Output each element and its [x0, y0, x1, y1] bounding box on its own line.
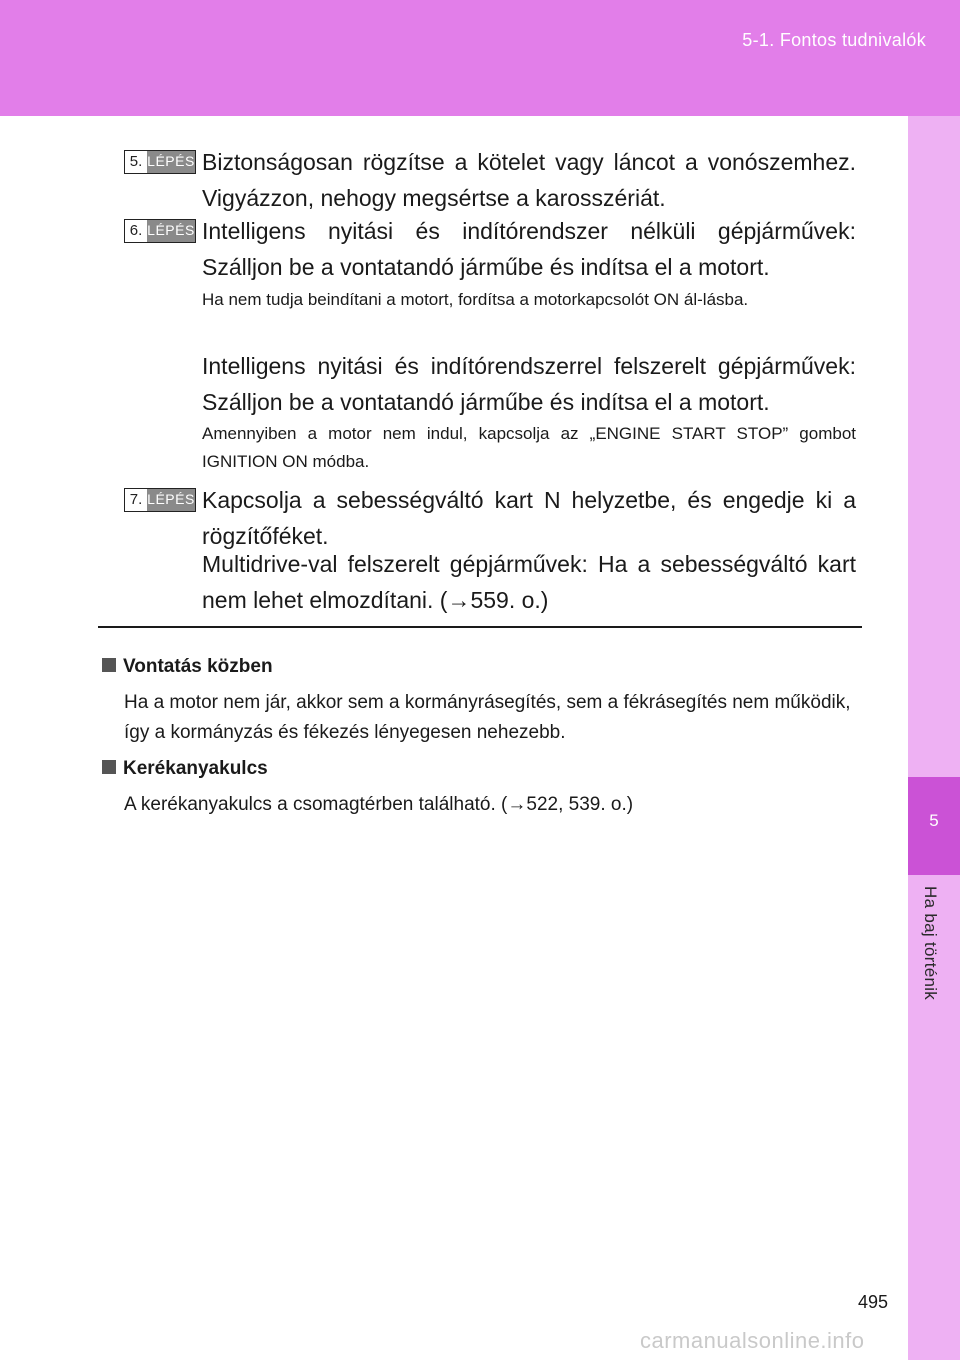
chapter-label: Ha baj történik	[921, 886, 940, 1001]
step-6-text: Intelligens nyitási és indítórendszer nélküli gépjárművek: Szálljon be a vontatandó járműbe és indítsa el a motort.	[202, 218, 856, 280]
watermark: carmanualsonline.info	[640, 1328, 865, 1353]
note-body-towing: Ha a motor nem jár, akkor sem a kormányrásegítés, sem a fékrásegítés nem működik, így a kormányzás és fékezés lényegesen nehezebb.	[124, 692, 851, 743]
page-number: 495	[858, 1292, 889, 1312]
note-heading-wrench	[102, 758, 268, 780]
chapter-side-tab	[908, 116, 960, 1360]
note-heading-text: Vontatás közben	[123, 656, 273, 677]
section-title: 5-1. Fontos tudnivalók	[742, 30, 926, 50]
chapter-header	[0, 0, 960, 116]
step-7-badge	[124, 488, 196, 512]
chapter-number: 5	[929, 811, 939, 830]
square-bullet-icon	[102, 760, 116, 774]
step-6-badge	[124, 219, 196, 243]
note-heading-text: Kerékanyakulcs	[123, 758, 268, 779]
step-word: LÉPÉS	[147, 489, 195, 511]
step-word: LÉPÉS	[147, 220, 195, 242]
step-6-note: Ha nem tudja beindítani a motort, fordítsa a motorkapcsolót ON ál-lásba.	[202, 290, 749, 309]
step-6-text-2: Intelligens nyitási és indítórendszerrel felszerelt gépjárművek: Szálljon be a vontatandó járműbe és indítsa el a motort.	[202, 353, 856, 415]
step-7-text: Kapcsolja a sebességváltó kart N helyzetbe, és engedje ki a rögzítőféket.	[202, 487, 856, 549]
step-number: 6.	[125, 220, 147, 242]
square-bullet-icon	[102, 658, 116, 672]
section-divider	[98, 626, 862, 628]
step-5-badge	[124, 150, 196, 174]
step-6-note-2: Amennyiben a motor nem indul, kapcsolja az „ENGINE START STOP” gombot IGNITION ON módba.	[202, 424, 856, 471]
step-7-text-2: Multidrive-val felszerelt gépjárművek: Ha a sebességváltó kart nem lehet elmozdítani. (→559. o.)	[202, 551, 856, 613]
step-5-text: Biztonságosan rögzítse a kötelet vagy láncot a vonószemhez. Vigyázzon, nehogy megsértse a karosszériát.	[202, 149, 856, 211]
chapter-number-box	[908, 777, 960, 875]
note-heading-towing	[102, 656, 273, 678]
step-number: 7.	[125, 489, 147, 511]
note-body-wrench: A kerékanyakulcs a csomagtérben található. (→522, 539. o.)	[124, 794, 634, 815]
step-number: 5.	[125, 151, 147, 173]
step-word: LÉPÉS	[147, 151, 195, 173]
